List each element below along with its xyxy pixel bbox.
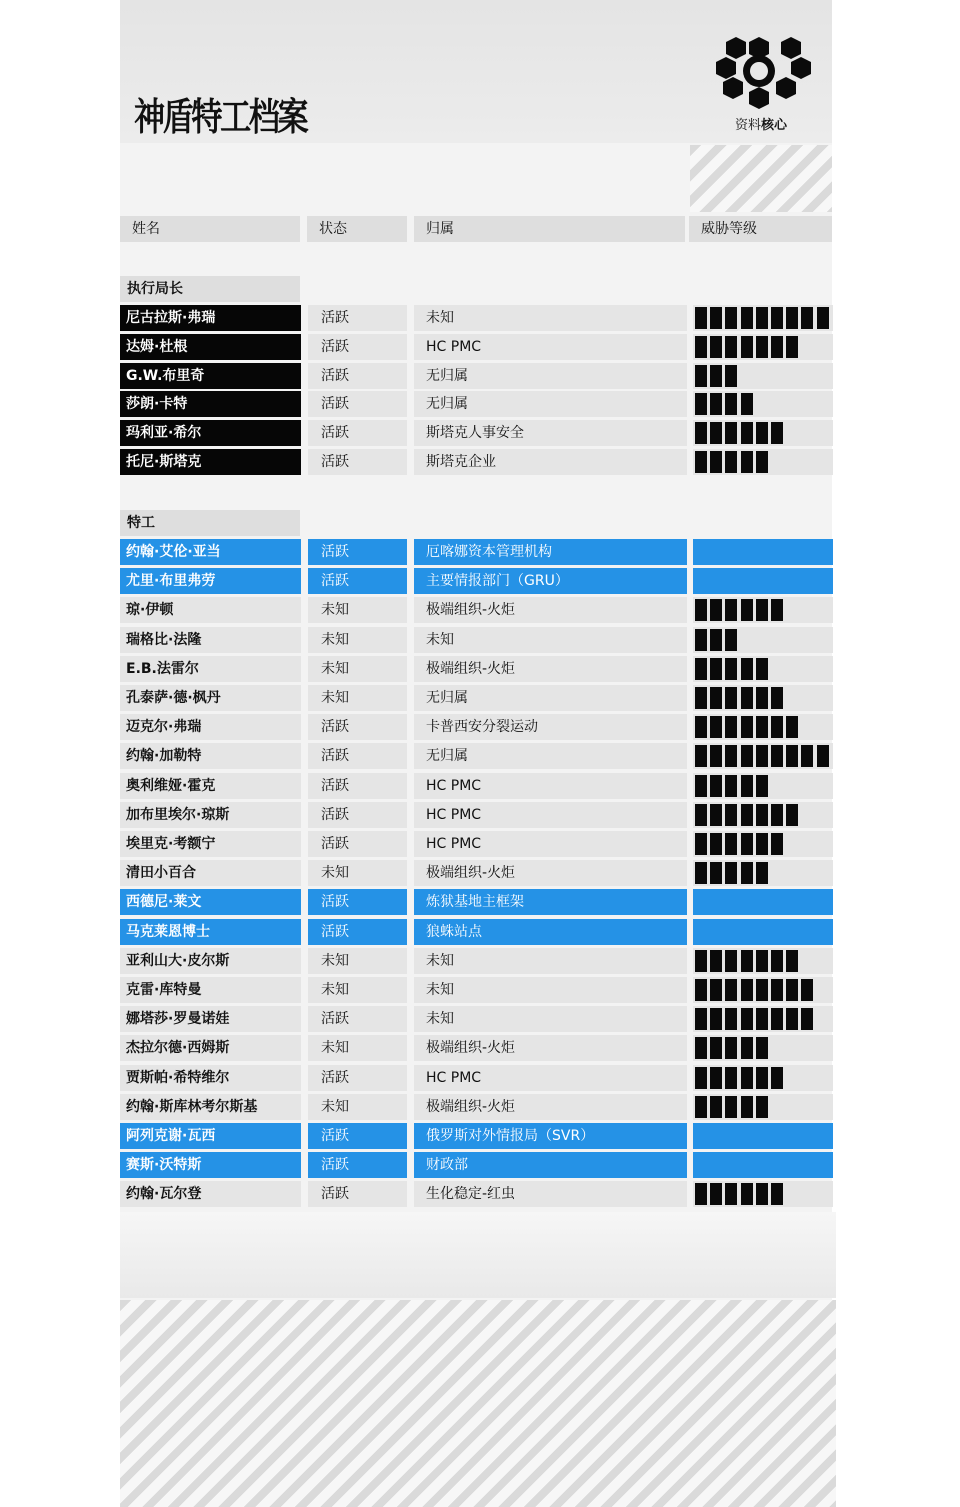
threat-segment <box>725 862 737 884</box>
threat-level-bar <box>693 743 833 769</box>
threat-segment <box>741 1037 753 1059</box>
threat-segment <box>756 422 768 444</box>
column-header-affiliation: 归属 <box>414 216 685 242</box>
threat-level-bar <box>693 1065 833 1091</box>
threat-level-bar <box>693 831 833 857</box>
threat-segment <box>710 716 722 738</box>
threat-segment <box>771 950 783 972</box>
table-row <box>0 919 960 945</box>
hatch-pattern-top <box>690 145 832 212</box>
threat-segment <box>710 979 722 1001</box>
threat-segment <box>725 1008 737 1030</box>
agent-affiliation: 斯塔克企业 <box>414 449 687 475</box>
hexagon-cluster-icon <box>711 37 811 117</box>
threat-segment <box>817 745 829 767</box>
threat-segment <box>725 716 737 738</box>
threat-segment <box>756 745 768 767</box>
agent-status: 活跃 <box>308 919 407 945</box>
threat-segment <box>695 307 707 329</box>
agent-status: 活跃 <box>308 334 407 360</box>
agent-name: 约翰·瓦尔登 <box>120 1181 301 1207</box>
table-row <box>0 1035 960 1061</box>
threat-segment <box>725 307 737 329</box>
column-header-threat: 威胁等级 <box>689 216 832 242</box>
agent-status: 活跃 <box>308 363 407 389</box>
threat-segment <box>801 979 813 1001</box>
agent-name: 瑞格比·法隆 <box>120 627 301 653</box>
threat-segment <box>771 1183 783 1205</box>
agent-affiliation: 极端组织-火炬 <box>414 1035 687 1061</box>
agent-name: 迈克尔·弗瑞 <box>120 714 301 740</box>
threat-segment <box>725 745 737 767</box>
threat-level-bar <box>693 919 833 945</box>
agent-affiliation: 未知 <box>414 627 687 653</box>
threat-segment <box>741 775 753 797</box>
threat-segment <box>741 833 753 855</box>
agent-name: 清田小百合 <box>120 860 301 886</box>
footer-band <box>120 1212 836 1298</box>
threat-segment <box>725 393 737 415</box>
agent-status: 活跃 <box>308 889 407 915</box>
agent-name: 阿列克谢·瓦西 <box>120 1123 301 1149</box>
threat-segment <box>725 833 737 855</box>
agent-name: 贾斯帕·希特维尔 <box>120 1065 301 1091</box>
table-row <box>0 391 960 417</box>
agent-status: 未知 <box>308 627 407 653</box>
threat-level-bar <box>693 889 833 915</box>
threat-segment <box>725 687 737 709</box>
threat-segment <box>756 599 768 621</box>
agent-affiliation: 极端组织-火炬 <box>414 597 687 623</box>
page-title: 神盾特工档案 <box>134 95 307 139</box>
agent-name: 娜塔莎·罗曼诺娃 <box>120 1006 301 1032</box>
threat-level-bar <box>693 1006 833 1032</box>
threat-segment <box>725 629 737 651</box>
column-header-name: 姓名 <box>120 216 300 242</box>
agent-affiliation: 极端组织-火炬 <box>414 656 687 682</box>
agent-status: 活跃 <box>308 539 407 565</box>
threat-level-bar <box>693 656 833 682</box>
agent-affiliation: 极端组织-火炬 <box>414 1094 687 1120</box>
threat-segment <box>741 422 753 444</box>
agent-affiliation: 炼狱基地主框架 <box>414 889 687 915</box>
agent-affiliation: 未知 <box>414 305 687 331</box>
threat-level-bar <box>693 773 833 799</box>
threat-segment <box>695 716 707 738</box>
table-row <box>0 539 960 565</box>
threat-segment <box>710 804 722 826</box>
agent-affiliation: 厄喀娜资本管理机构 <box>414 539 687 565</box>
agent-affiliation: 无归属 <box>414 363 687 389</box>
threat-segment <box>695 393 707 415</box>
agent-name: E.B.法雷尔 <box>120 656 301 682</box>
agent-name: 达姆·杜根 <box>120 334 301 360</box>
threat-segment <box>695 1183 707 1205</box>
threat-segment <box>710 687 722 709</box>
agent-status: 未知 <box>308 685 407 711</box>
threat-segment <box>710 365 722 387</box>
threat-segment <box>710 422 722 444</box>
threat-segment <box>817 307 829 329</box>
agent-status: 活跃 <box>308 802 407 828</box>
threat-segment <box>756 451 768 473</box>
threat-segment <box>741 1067 753 1089</box>
threat-segment <box>756 1008 768 1030</box>
column-header-status: 状态 <box>307 216 407 242</box>
agent-affiliation: 未知 <box>414 948 687 974</box>
table-row <box>0 1152 960 1178</box>
threat-level-bar <box>693 1123 833 1149</box>
threat-segment <box>695 862 707 884</box>
threat-segment <box>695 365 707 387</box>
threat-segment <box>695 336 707 358</box>
table-row <box>0 449 960 475</box>
agent-status: 活跃 <box>308 420 407 446</box>
agent-status: 活跃 <box>308 449 407 475</box>
threat-segment <box>710 745 722 767</box>
agent-name: 赛斯·沃特斯 <box>120 1152 301 1178</box>
agent-affiliation: 卡普西安分裂运动 <box>414 714 687 740</box>
threat-segment <box>756 687 768 709</box>
table-row <box>0 685 960 711</box>
threat-segment <box>710 1183 722 1205</box>
threat-segment <box>756 804 768 826</box>
threat-segment <box>710 833 722 855</box>
table-row <box>0 1181 960 1207</box>
threat-segment <box>695 422 707 444</box>
threat-segment <box>695 833 707 855</box>
threat-segment <box>786 716 798 738</box>
threat-segment <box>710 393 722 415</box>
threat-segment <box>756 862 768 884</box>
threat-segment <box>771 833 783 855</box>
threat-segment <box>741 716 753 738</box>
table-row <box>0 656 960 682</box>
threat-segment <box>725 365 737 387</box>
agent-affiliation: 未知 <box>414 1006 687 1032</box>
threat-segment <box>725 1183 737 1205</box>
threat-level-bar <box>693 860 833 886</box>
agent-name: 莎朗·卡特 <box>120 391 301 417</box>
table-row <box>0 627 960 653</box>
agent-name: 埃里克·考额宁 <box>120 831 301 857</box>
threat-segment <box>771 599 783 621</box>
threat-level-bar <box>693 714 833 740</box>
threat-segment <box>710 451 722 473</box>
threat-level-bar <box>693 977 833 1003</box>
threat-segment <box>756 979 768 1001</box>
threat-segment <box>786 979 798 1001</box>
threat-segment <box>710 658 722 680</box>
threat-segment <box>695 775 707 797</box>
threat-segment <box>725 1067 737 1089</box>
threat-segment <box>771 804 783 826</box>
agent-affiliation: 极端组织-火炬 <box>414 860 687 886</box>
agent-name: 西德尼·莱文 <box>120 889 301 915</box>
threat-segment <box>786 1008 798 1030</box>
threat-segment <box>756 775 768 797</box>
threat-level-bar <box>693 391 833 417</box>
table-row <box>0 305 960 331</box>
agent-status: 未知 <box>308 948 407 974</box>
threat-segment <box>786 307 798 329</box>
threat-segment <box>725 804 737 826</box>
hatch-pattern-bottom <box>120 1300 836 1507</box>
threat-segment <box>756 716 768 738</box>
threat-segment <box>786 336 798 358</box>
threat-segment <box>786 950 798 972</box>
threat-level-bar <box>693 305 833 331</box>
threat-segment <box>710 775 722 797</box>
table-row <box>0 889 960 915</box>
agent-name: 玛利亚·希尔 <box>120 420 301 446</box>
threat-segment <box>741 979 753 1001</box>
agent-status: 活跃 <box>308 305 407 331</box>
agent-name: 约翰·斯库林考尔斯基 <box>120 1094 301 1120</box>
threat-level-bar <box>693 685 833 711</box>
agent-status: 活跃 <box>308 714 407 740</box>
threat-segment <box>695 599 707 621</box>
agent-name: 约翰·艾伦·亚当 <box>120 539 301 565</box>
threat-segment <box>741 451 753 473</box>
threat-segment <box>771 979 783 1001</box>
agent-name: 孔泰萨·德·枫丹 <box>120 685 301 711</box>
threat-segment <box>771 336 783 358</box>
threat-level-bar <box>693 1181 833 1207</box>
threat-level-bar <box>693 948 833 974</box>
threat-segment <box>756 1096 768 1118</box>
agent-affiliation: HC PMC <box>414 334 687 360</box>
agent-affiliation: 生化稳定-红虫 <box>414 1181 687 1207</box>
threat-segment <box>710 599 722 621</box>
threat-level-bar <box>693 334 833 360</box>
agent-status: 活跃 <box>308 1123 407 1149</box>
agent-name: 克雷·库特曼 <box>120 977 301 1003</box>
threat-segment <box>725 658 737 680</box>
threat-segment <box>771 745 783 767</box>
threat-segment <box>801 745 813 767</box>
threat-segment <box>710 1037 722 1059</box>
threat-segment <box>741 862 753 884</box>
table-row <box>0 743 960 769</box>
section-label-directors: 执行局长 <box>120 276 300 302</box>
agent-status: 未知 <box>308 1035 407 1061</box>
threat-segment <box>771 307 783 329</box>
threat-segment <box>756 833 768 855</box>
threat-segment <box>771 1008 783 1030</box>
threat-segment <box>710 1008 722 1030</box>
threat-segment <box>695 1067 707 1089</box>
threat-segment <box>725 1096 737 1118</box>
threat-segment <box>695 451 707 473</box>
threat-segment <box>710 950 722 972</box>
agent-name: 尼古拉斯·弗瑞 <box>120 305 301 331</box>
threat-segment <box>771 422 783 444</box>
agent-status: 活跃 <box>308 1006 407 1032</box>
section-label-agents: 特工 <box>120 510 300 536</box>
agent-name: G.W.布里奇 <box>120 363 301 389</box>
threat-segment <box>756 658 768 680</box>
agent-affiliation: 财政部 <box>414 1152 687 1178</box>
agent-name: 加布里埃尔·琼斯 <box>120 802 301 828</box>
agent-status: 未知 <box>308 860 407 886</box>
threat-segment <box>695 658 707 680</box>
threat-segment <box>725 599 737 621</box>
threat-level-bar <box>693 1035 833 1061</box>
threat-segment <box>695 745 707 767</box>
agent-affiliation: 未知 <box>414 977 687 1003</box>
agent-status: 活跃 <box>308 391 407 417</box>
table-row <box>0 597 960 623</box>
table-row <box>0 802 960 828</box>
agent-status: 未知 <box>308 597 407 623</box>
threat-segment <box>756 950 768 972</box>
table-row <box>0 1065 960 1091</box>
agent-name: 杰拉尔德·西姆斯 <box>120 1035 301 1061</box>
agent-name: 奥利维娅·霍克 <box>120 773 301 799</box>
threat-segment <box>741 804 753 826</box>
threat-segment <box>710 1096 722 1118</box>
threat-segment <box>695 687 707 709</box>
threat-segment <box>741 658 753 680</box>
table-row <box>0 977 960 1003</box>
agent-status: 未知 <box>308 1094 407 1120</box>
threat-segment <box>741 1183 753 1205</box>
threat-segment <box>695 979 707 1001</box>
threat-segment <box>741 950 753 972</box>
threat-segment <box>710 862 722 884</box>
threat-segment <box>756 1183 768 1205</box>
threat-segment <box>741 336 753 358</box>
table-row <box>0 1006 960 1032</box>
threat-segment <box>801 1008 813 1030</box>
threat-segment <box>725 1037 737 1059</box>
threat-level-bar <box>693 802 833 828</box>
threat-level-bar <box>693 597 833 623</box>
agent-name: 亚利山大·皮尔斯 <box>120 948 301 974</box>
threat-level-bar <box>693 539 833 565</box>
threat-segment <box>756 307 768 329</box>
agent-affiliation: HC PMC <box>414 773 687 799</box>
agent-name: 琼·伊顿 <box>120 597 301 623</box>
threat-level-bar <box>693 627 833 653</box>
agent-affiliation: HC PMC <box>414 802 687 828</box>
threat-segment <box>710 307 722 329</box>
threat-level-bar <box>693 363 833 389</box>
logo-label: 资料核心 <box>735 118 788 133</box>
agent-status: 活跃 <box>308 1152 407 1178</box>
threat-level-bar <box>693 568 833 594</box>
threat-segment <box>695 804 707 826</box>
table-row <box>0 1094 960 1120</box>
threat-segment <box>725 422 737 444</box>
threat-segment <box>695 950 707 972</box>
threat-segment <box>771 687 783 709</box>
threat-segment <box>756 1037 768 1059</box>
agent-affiliation: 狼蛛站点 <box>414 919 687 945</box>
threat-segment <box>710 336 722 358</box>
threat-level-bar <box>693 1094 833 1120</box>
agent-status: 活跃 <box>308 773 407 799</box>
agent-affiliation: 无归属 <box>414 685 687 711</box>
table-row <box>0 831 960 857</box>
threat-segment <box>771 716 783 738</box>
agent-status: 未知 <box>308 977 407 1003</box>
table-row <box>0 363 960 389</box>
threat-segment <box>710 629 722 651</box>
threat-segment <box>771 1067 783 1089</box>
agent-affiliation: 主要情报部门（GRU） <box>414 568 687 594</box>
agent-affiliation: HC PMC <box>414 1065 687 1091</box>
threat-segment <box>695 1008 707 1030</box>
agent-status: 活跃 <box>308 568 407 594</box>
table-row <box>0 714 960 740</box>
threat-segment <box>741 1096 753 1118</box>
threat-segment <box>741 1008 753 1030</box>
threat-segment <box>741 687 753 709</box>
table-row <box>0 948 960 974</box>
threat-segment <box>756 1067 768 1089</box>
agent-status: 活跃 <box>308 743 407 769</box>
threat-segment <box>756 336 768 358</box>
table-row <box>0 334 960 360</box>
agent-affiliation: HC PMC <box>414 831 687 857</box>
agent-name: 托尼·斯塔克 <box>120 449 301 475</box>
threat-level-bar <box>693 420 833 446</box>
agent-affiliation: 斯塔克人事安全 <box>414 420 687 446</box>
threat-segment <box>695 1037 707 1059</box>
threat-segment <box>695 1096 707 1118</box>
table-row <box>0 860 960 886</box>
threat-level-bar <box>693 1152 833 1178</box>
threat-segment <box>741 599 753 621</box>
agent-status: 活跃 <box>308 1181 407 1207</box>
threat-segment <box>786 745 798 767</box>
threat-segment <box>741 393 753 415</box>
agent-name: 马克莱恩博士 <box>120 919 301 945</box>
agent-affiliation: 无归属 <box>414 391 687 417</box>
agent-status: 活跃 <box>308 1065 407 1091</box>
threat-level-bar <box>693 449 833 475</box>
threat-segment <box>801 307 813 329</box>
table-row <box>0 420 960 446</box>
threat-segment <box>725 336 737 358</box>
threat-segment <box>741 745 753 767</box>
threat-segment <box>725 775 737 797</box>
agent-affiliation: 无归属 <box>414 743 687 769</box>
table-row <box>0 1123 960 1149</box>
threat-segment <box>725 979 737 1001</box>
agent-status: 活跃 <box>308 831 407 857</box>
agent-status: 未知 <box>308 656 407 682</box>
threat-segment <box>786 804 798 826</box>
threat-segment <box>695 629 707 651</box>
agent-affiliation: 俄罗斯对外情报局（SVR） <box>414 1123 687 1149</box>
table-row <box>0 568 960 594</box>
threat-segment <box>710 1067 722 1089</box>
agent-name: 尤里·布里弗劳 <box>120 568 301 594</box>
threat-segment <box>725 451 737 473</box>
threat-segment <box>741 307 753 329</box>
threat-segment <box>725 950 737 972</box>
agent-name: 约翰·加勒特 <box>120 743 301 769</box>
table-row <box>0 773 960 799</box>
